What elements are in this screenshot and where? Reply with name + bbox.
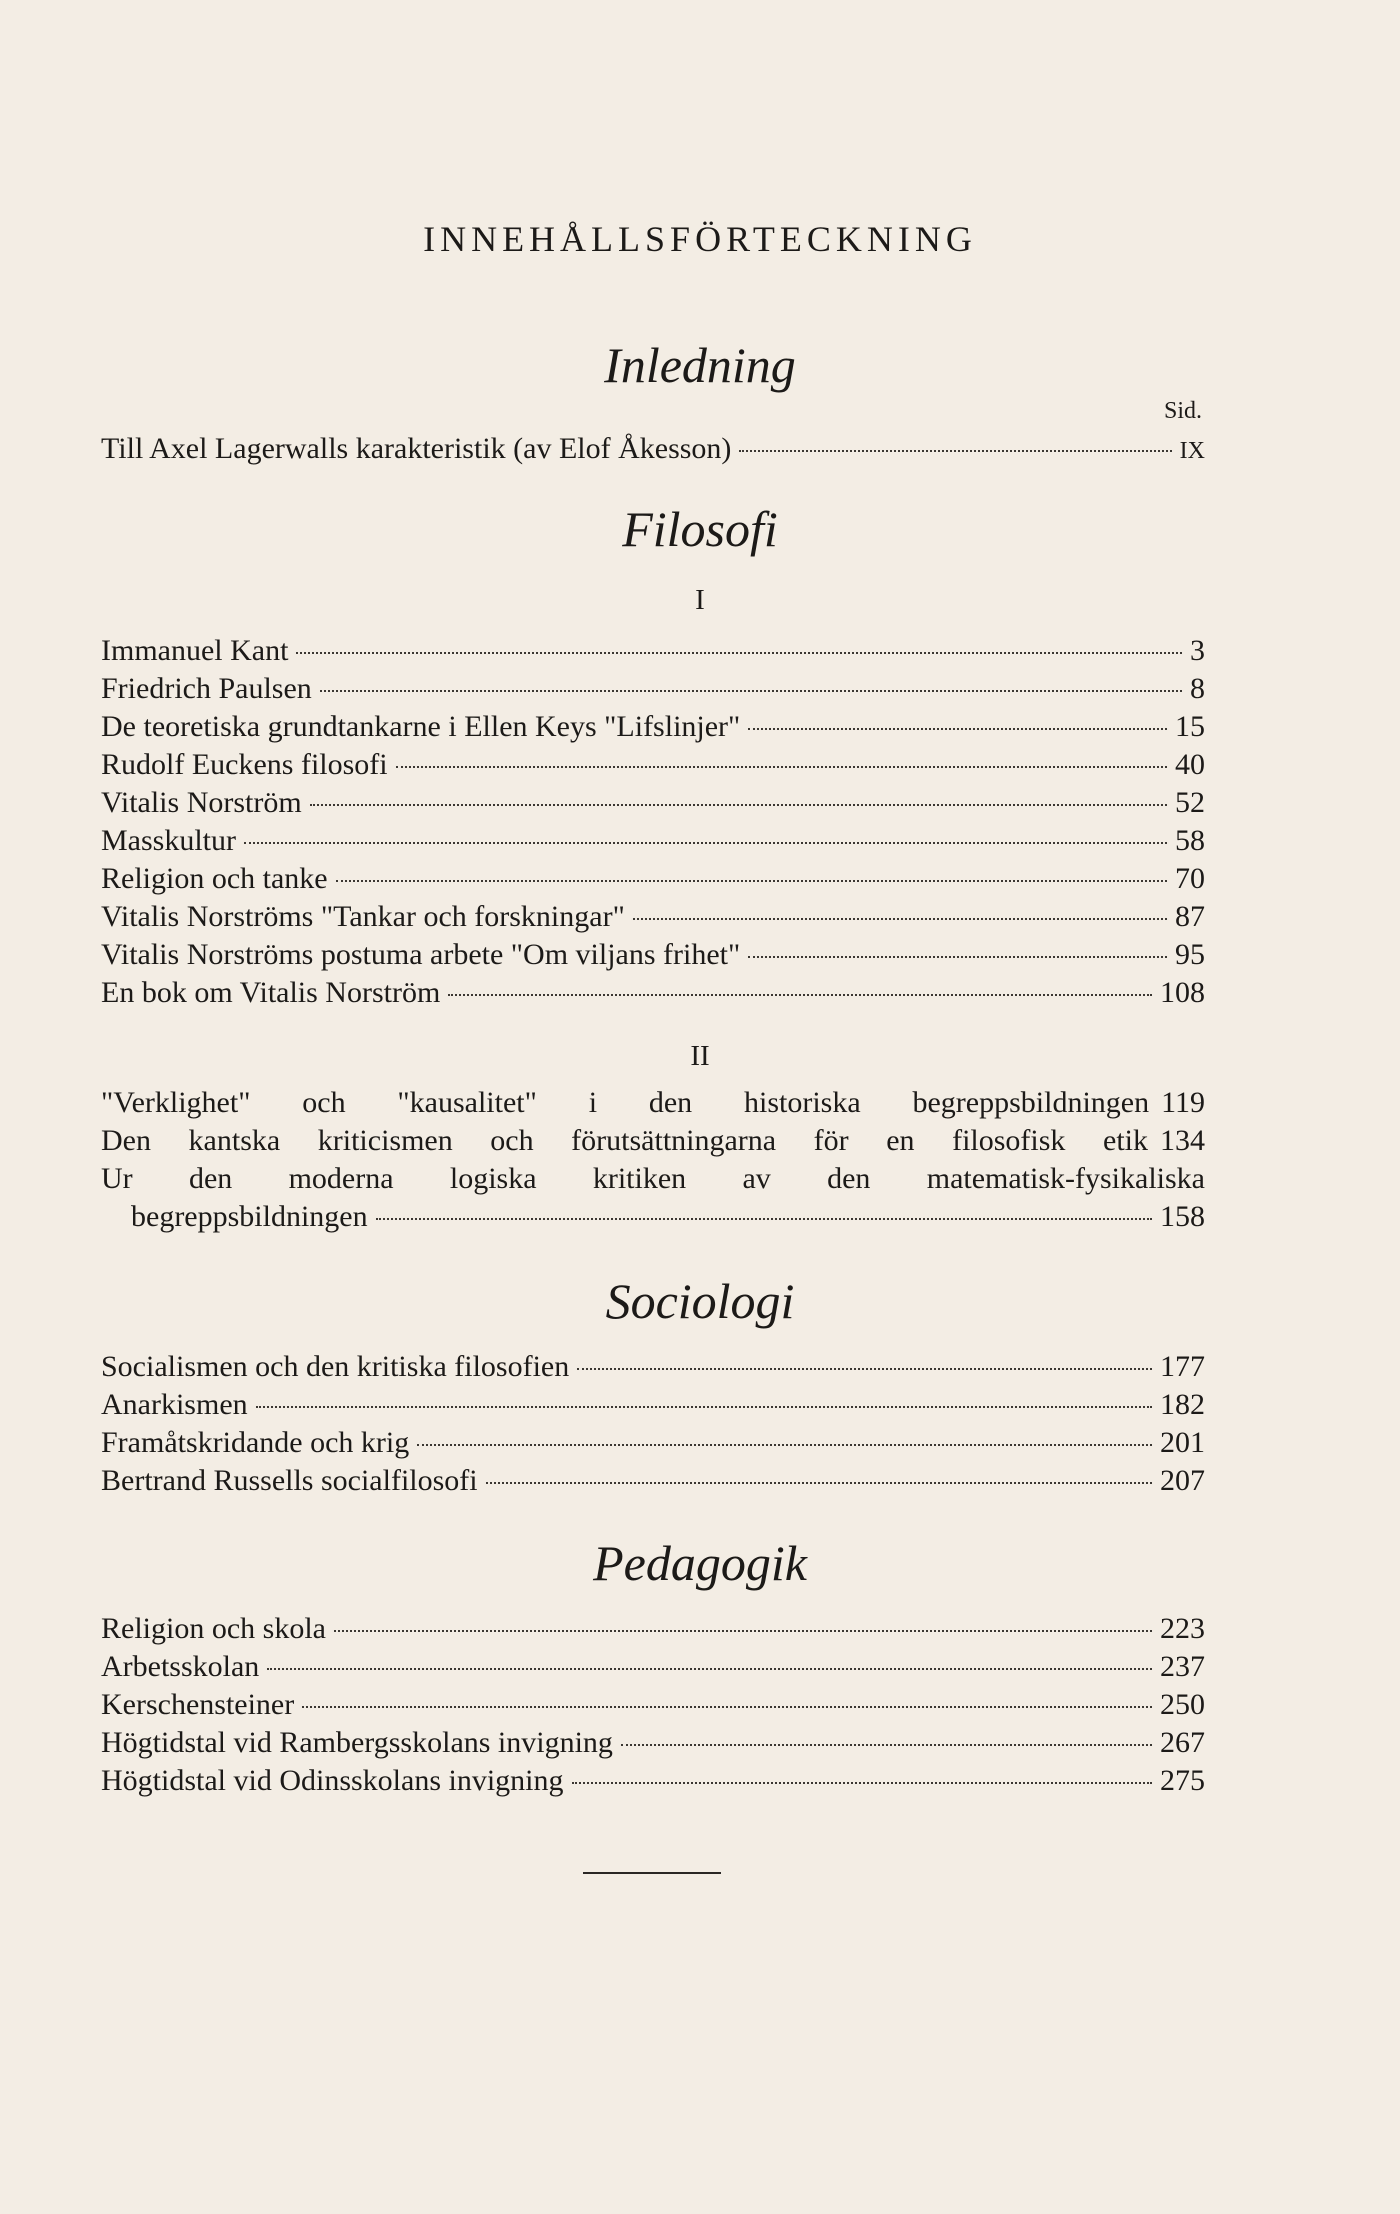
dot-leader xyxy=(336,880,1167,882)
dot-leader xyxy=(302,1706,1152,1708)
toc-entry[interactable] xyxy=(101,1348,1205,1386)
entry-page: 158 xyxy=(1160,1200,1205,1233)
dot-leader xyxy=(320,690,1182,692)
entry-title-continuation: begreppsbildningen xyxy=(131,1200,368,1233)
toc-entry[interactable] xyxy=(101,1122,1205,1160)
entry-page: 223 xyxy=(1160,1612,1205,1645)
dot-leader xyxy=(256,1406,1152,1408)
entry-page: 177 xyxy=(1160,1350,1205,1383)
entry-page: 275 xyxy=(1160,1764,1205,1797)
entry-title: Masskultur xyxy=(101,824,236,857)
toc-entry[interactable] xyxy=(101,746,1205,784)
entry-title: De teoretiska grundtankarne i Ellen Keys "Lifslinjer" xyxy=(101,710,741,743)
section-heading-inledning: Inledning xyxy=(604,337,796,393)
dot-leader xyxy=(244,842,1167,844)
toc-entry[interactable] xyxy=(101,898,1205,936)
group-label-ii: II xyxy=(690,1040,710,1072)
entry-title: Bertrand Russells socialfilosofi xyxy=(101,1464,478,1497)
entry-page: 134 xyxy=(1160,1124,1205,1157)
entry-page: 87 xyxy=(1175,900,1205,933)
toc-entry[interactable] xyxy=(101,860,1205,898)
toc-entry[interactable] xyxy=(101,1724,1205,1762)
entry-title: Ur den moderna logiska kritiken av den matematisk-fysikaliska xyxy=(101,1162,1205,1195)
entry-page: 40 xyxy=(1175,748,1205,781)
entry-title: Socialismen och den kritiska filosofien xyxy=(101,1350,570,1383)
toc-entry[interactable] xyxy=(101,936,1205,974)
dot-leader xyxy=(396,766,1167,768)
dot-leader xyxy=(310,804,1167,806)
entry-page: 119 xyxy=(1161,1086,1205,1119)
entry-page: 182 xyxy=(1160,1388,1205,1421)
toc-entry[interactable] xyxy=(101,1084,1205,1122)
entry-page: 95 xyxy=(1175,938,1205,971)
page-title: INNEHÅLLSFÖRTECKNING xyxy=(423,219,977,259)
entry-title: Kerschensteiner xyxy=(101,1688,295,1721)
dot-leader xyxy=(633,918,1167,920)
dot-leader xyxy=(486,1482,1152,1484)
section-heading-sociologi: Sociologi xyxy=(605,1273,795,1329)
toc-entry[interactable] xyxy=(101,670,1205,708)
entry-title: "Verklighet" och "kausalitet" i den historiska begreppsbildningen xyxy=(101,1086,1150,1119)
entry-page: 15 xyxy=(1175,710,1205,743)
section-heading-pedagogik: Pedagogik xyxy=(593,1535,807,1591)
dot-leader xyxy=(448,994,1152,996)
toc-entry[interactable] xyxy=(101,1648,1205,1686)
entry-title: Arbetsskolan xyxy=(101,1650,260,1683)
entry-page: 8 xyxy=(1190,672,1205,705)
entry-page: 201 xyxy=(1160,1426,1205,1459)
dot-leader xyxy=(621,1744,1152,1746)
dot-leader xyxy=(748,956,1167,958)
toc-entry[interactable] xyxy=(101,1462,1205,1500)
toc-entry-continuation[interactable] xyxy=(131,1198,1205,1236)
toc-entry[interactable] xyxy=(101,1424,1205,1462)
dot-leader xyxy=(739,450,1171,452)
toc-entry[interactable] xyxy=(101,1686,1205,1724)
end-rule xyxy=(583,1872,721,1874)
dot-leader xyxy=(376,1218,1152,1220)
entry-title: Högtidstal vid Odinsskolans invigning xyxy=(101,1764,564,1797)
dot-leader xyxy=(748,728,1167,730)
entry-page: IX xyxy=(1179,438,1205,464)
entry-page: 237 xyxy=(1160,1650,1205,1683)
toc-entry[interactable] xyxy=(101,822,1205,860)
entry-page: 267 xyxy=(1160,1726,1205,1759)
entry-page: 52 xyxy=(1175,786,1205,819)
entry-title: Friedrich Paulsen xyxy=(101,672,312,705)
entry-title: Den kantska kriticismen och förutsättningarna för en filosofisk etik xyxy=(101,1124,1148,1157)
entry-page: 250 xyxy=(1160,1688,1205,1721)
toc-entry[interactable] xyxy=(101,784,1205,822)
entry-title: Anarkismen xyxy=(101,1388,248,1421)
entry-page: 70 xyxy=(1175,862,1205,895)
entry-page: 58 xyxy=(1175,824,1205,857)
dot-leader xyxy=(267,1668,1152,1670)
entry-title: Religion och tanke xyxy=(101,862,328,895)
entry-title: Till Axel Lagerwalls karakteristik (av Elof Åkesson) xyxy=(101,432,732,465)
toc-entry[interactable] xyxy=(101,430,1205,468)
entry-title: Vitalis Norströms "Tankar och forskningar" xyxy=(101,900,625,933)
entry-title: Religion och skola xyxy=(101,1612,326,1645)
dot-leader xyxy=(577,1368,1152,1370)
entry-title: Rudolf Euckens filosofi xyxy=(101,748,388,781)
toc-entry[interactable] xyxy=(101,1762,1205,1800)
group-label-i: I xyxy=(695,584,705,616)
toc-entry[interactable] xyxy=(101,1610,1205,1648)
toc-entry[interactable] xyxy=(101,1386,1205,1424)
entry-title: Vitalis Norström xyxy=(101,786,302,819)
dot-leader xyxy=(572,1782,1152,1784)
toc-entry[interactable] xyxy=(101,708,1205,746)
entry-title: Immanuel Kant xyxy=(101,634,289,667)
section-heading-filosofi: Filosofi xyxy=(622,501,778,557)
page-column-label: Sid. xyxy=(1163,398,1202,424)
dot-leader xyxy=(334,1630,1152,1632)
dot-leader xyxy=(296,652,1182,654)
entry-title: Vitalis Norströms postuma arbete "Om viljans frihet" xyxy=(101,938,741,971)
toc-entry[interactable] xyxy=(101,974,1205,1012)
entry-page: 108 xyxy=(1160,976,1205,1009)
entry-title: Framåtskridande och krig xyxy=(101,1426,410,1459)
toc-entry-first-line[interactable] xyxy=(101,1160,1205,1198)
entry-page: 207 xyxy=(1160,1464,1205,1497)
toc-entry[interactable] xyxy=(101,632,1205,670)
entry-page: 3 xyxy=(1190,634,1205,667)
entry-title: En bok om Vitalis Norström xyxy=(101,976,441,1009)
entry-title: Högtidstal vid Rambergsskolans invigning xyxy=(101,1726,613,1759)
dot-leader xyxy=(417,1444,1152,1446)
